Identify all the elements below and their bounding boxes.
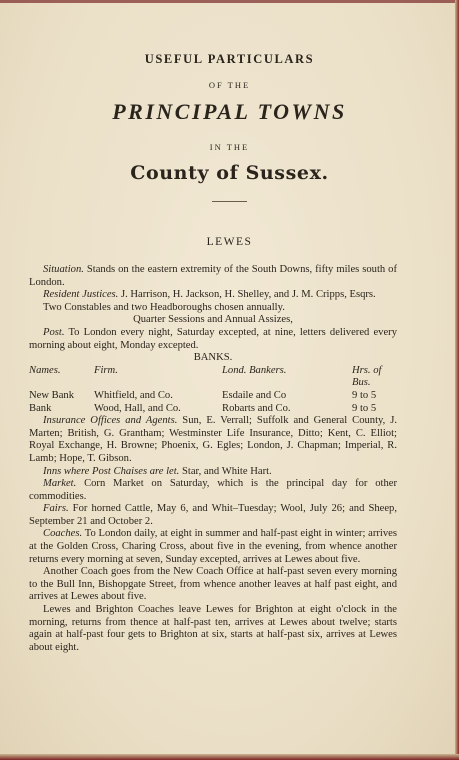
fairs-text: For horned Cattle, May 6, and Whit–Tuesday; Wool, July 26; and Sheep, September 21 and October 2. — [29, 503, 397, 527]
table-row — [29, 403, 397, 416]
bank-firm: Whitfield, and Co. — [94, 389, 173, 401]
heading-of-the: OF THE — [208, 80, 251, 90]
situation-paragraph — [29, 264, 397, 289]
situation-text: Stands on the eastern extremity of the South Downs, fifty miles south of London. — [29, 264, 397, 288]
section-title: LEWES — [206, 236, 253, 248]
page-top-edge — [0, 0, 459, 3]
inns-label: Inns where Post Chaises are let. — [43, 465, 180, 477]
another-coach-paragraph: Another Coach goes from the New Coach Office at half-past seven every morning to the Bull Inn, Bishopgate Street, from whence another leaves at half past eight, and arrives at Lewes about five. — [29, 566, 397, 603]
banks-header-names: Names. — [29, 364, 61, 376]
bank-firm: Wood, Hall, and Co. — [94, 402, 181, 414]
bank-hours: 9 to 5 — [352, 389, 377, 401]
divider-rule — [212, 201, 247, 202]
banks-header-firm: Firm. — [94, 364, 118, 376]
coaches-label: Coaches. — [43, 528, 83, 540]
constables-paragraph: Two Constables and two Headboroughs chosen annually. — [43, 301, 285, 313]
heading-useful-particulars: USEFUL PARTICULARS — [144, 52, 315, 66]
coaches-text: To London daily, at eight in summer and half-past eight in winter; arrives at the Golden Cross, Charing Cross, about five in the evening, from whence another returns every morning at seven, Sunday excepted, arrives at Lewes about five. — [29, 528, 397, 565]
justices-text: J. Harrison, H. Jackson, H. Shelley, and J. M. Cripps, Esqrs. — [120, 289, 376, 301]
post-paragraph — [29, 327, 397, 352]
inns-text: Star, and White Hart. — [182, 465, 272, 477]
coaches-paragraph — [29, 528, 397, 566]
banks-header-bankers: Lond. Bankers. — [222, 364, 287, 376]
inns-paragraph — [29, 466, 397, 479]
justices-paragraph — [29, 289, 397, 302]
fairs-label: Fairs. — [43, 503, 69, 515]
banks-header-row — [29, 365, 397, 390]
fairs-paragraph — [29, 503, 397, 528]
banks-title: BANKS. — [193, 352, 233, 364]
bank-name: Bank — [29, 402, 52, 414]
market-text: Corn Market on Saturday, which is the principal day for other commodities. — [29, 478, 397, 502]
page-bottom-edge — [0, 754, 459, 760]
insurance-paragraph — [29, 415, 397, 465]
bank-name: New Bank — [29, 389, 75, 401]
insurance-label: Insurance Offices and Agents. — [43, 415, 178, 427]
justices-label: Resident Justices. — [43, 289, 119, 301]
market-label: Market. — [43, 478, 77, 490]
table-row — [29, 390, 397, 403]
bank-london-bankers: Esdaile and Co — [222, 389, 287, 401]
text-body — [29, 264, 397, 654]
insurance-text: Sun, E. Verrall; Suffolk and General County, J. Marten; British, G. Grantham; Westminster Life Insurance, Ditto; Kent, C. Elliot; Royal Exchange, H. Browne; Phoenix, G. Egles; London, J. Chapman; Imperial, R. Lamb; Hope, T. Gibson. — [29, 415, 397, 464]
banks-header-hours: Hrs. of Bus. — [352, 364, 382, 389]
heading-principal-towns: PRINCIPAL TOWNS — [112, 99, 347, 124]
situation-label: Situation. — [43, 264, 84, 275]
bank-hours: 9 to 5 — [352, 402, 377, 414]
post-label: Post. — [43, 326, 65, 338]
sessions-line: Quarter Sessions and Annual Assizes, — [133, 314, 293, 326]
bank-london-bankers: Robarts and Co. — [222, 402, 291, 414]
heading-county: County of Sussex. — [130, 162, 329, 184]
market-paragraph — [29, 478, 397, 503]
heading-in-the: IN THE — [209, 142, 250, 152]
brighton-paragraph: Lewes and Brighton Coaches leave Lewes for Brighton at eight o'clock in the morning, returns from thence at half-past ten, arrives at Lewes about twelve; starts again at half-past four gets to Brighton at six, starts at half-past six, arrives at Lewes about eight. — [29, 604, 397, 653]
post-text: To London every night, Saturday excepted, at nine, letters delivered every morning about eight, Monday excepted. — [29, 326, 397, 351]
